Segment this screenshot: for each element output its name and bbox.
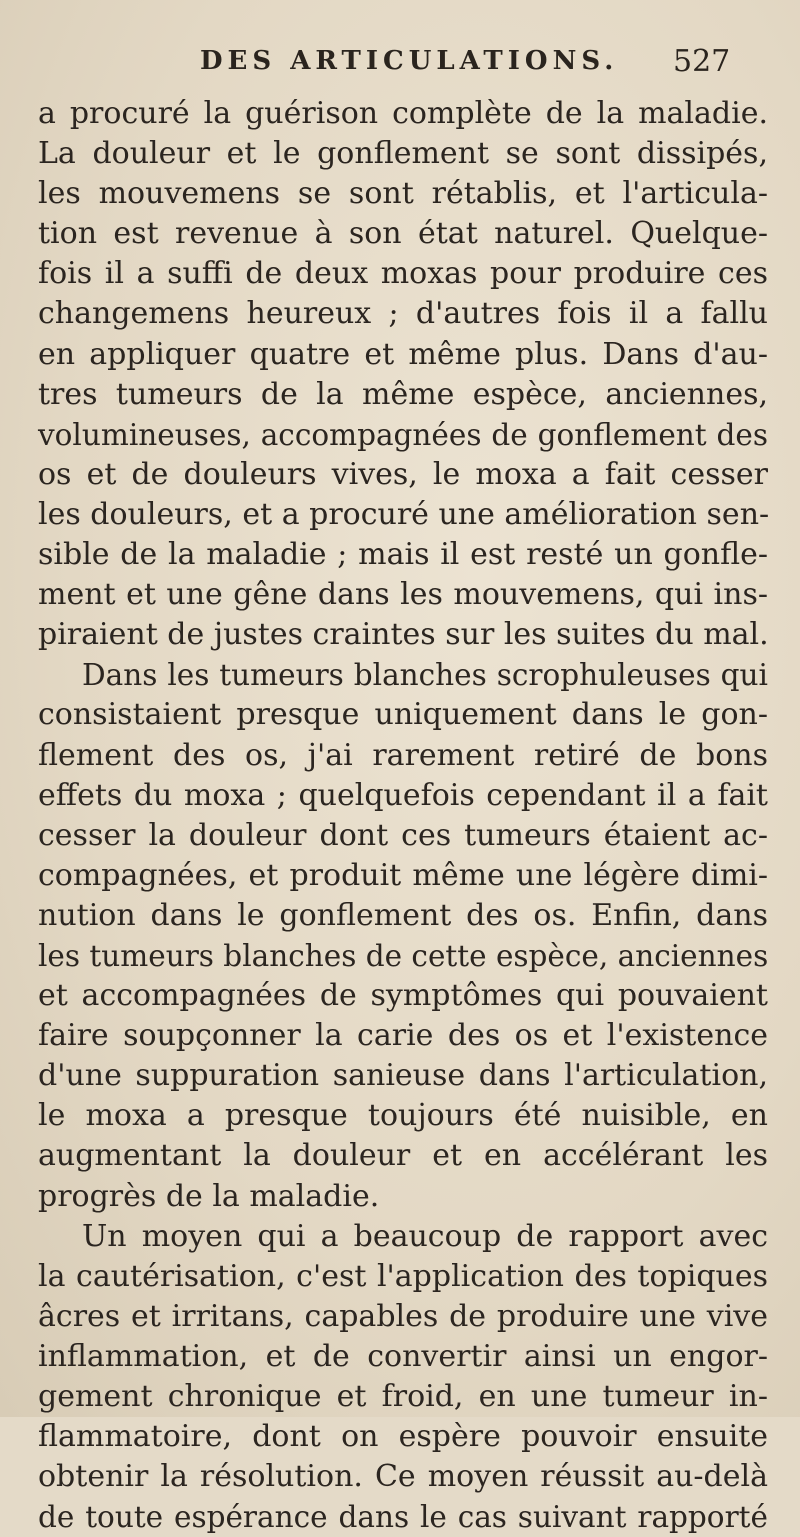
text-line: d'une suppuration sanieuse dans l'articulation, — [38, 1058, 768, 1094]
page-header — [0, 44, 800, 84]
text-line: gement chronique et froid, en une tumeur in- — [38, 1379, 768, 1414]
text-line: os et de douleurs vives, le moxa a fait cesser — [38, 456, 768, 492]
text-line: compagnées, et produit même une légère dimi- — [38, 857, 768, 893]
text-line: flammatoire, dont on espère pouvoir ensuite — [38, 1419, 768, 1455]
text-line: changemens heureux ; d'autres fois il a fallu — [38, 296, 768, 332]
text-line: ment et une gêne dans les mouvemens, qui ins- — [38, 577, 768, 613]
text-line: augmentant la douleur et en accélérant les — [38, 1138, 768, 1174]
text-line: âcres et irritans, capables de produire une vive — [38, 1298, 768, 1334]
text-line: piraient de justes craintes sur les suites du mal. — [38, 617, 769, 653]
text-line: la cautérisation, c'est l'application des topiques — [38, 1258, 768, 1294]
text-line: tres tumeurs de la même espèce, anciennes, — [38, 376, 768, 412]
text-line: le moxa a presque toujours été nuisible, en — [38, 1098, 768, 1134]
text-line: effets du moxa ; quelquefois cependant il a fait — [38, 777, 768, 813]
text-line: les tumeurs blanches de cette espèce, anciennes — [38, 938, 769, 973]
text-line: flement des os, j'ai rarement retiré de bons — [38, 737, 768, 773]
text-line: sible de la maladie ; mais il est resté un gonfle- — [38, 537, 768, 573]
text-line: a procuré la guérison complète de la maladie. — [38, 96, 768, 131]
text-line: et accompagnées de symptômes qui pouvaient — [38, 978, 768, 1014]
running-head: DES ARTICULATIONS. — [200, 46, 619, 76]
text-line: les mouvemens se sont rétablis, et l'articula- — [38, 176, 768, 212]
text-line: La douleur et le gonflement se sont dissipés, — [38, 136, 768, 172]
text-line: cesser la douleur dont ces tumeurs étaient ac- — [38, 817, 768, 853]
text-line: fois il a suffi de deux moxas pour produire ces — [38, 256, 768, 292]
text-line: les douleurs, et a procuré une amélioration sen- — [38, 496, 770, 532]
text-line: progrès de la maladie. — [38, 1178, 380, 1214]
text-line: Dans les tumeurs blanches scrophuleuses qui — [82, 658, 768, 693]
text-line: tion est revenue à son état naturel. Quelque- — [38, 216, 768, 252]
text-line: Un moyen qui a beaucoup de rapport avec — [82, 1218, 768, 1254]
text-line: inflammation, et de convertir ainsi un engor- — [38, 1338, 768, 1374]
body-text — [38, 94, 768, 1537]
text-line: faire soupçonner la carie des os et l'existence — [38, 1018, 768, 1054]
text-line: nution dans le gonflement des os. Enfin, dans — [38, 897, 768, 933]
text-line: en appliquer quatre et même plus. Dans d'au- — [38, 336, 768, 372]
text-line: obtenir la résolution. Ce moyen réussit au-delà — [38, 1459, 768, 1495]
text-line: consistaient presque uniquement dans le gon- — [38, 697, 768, 733]
text-line: de toute espérance dans le cas suivant rapporté — [38, 1500, 768, 1535]
page-number: 527 — [673, 44, 731, 79]
text-line: volumineuses, accompagnées de gonflement des — [38, 417, 768, 452]
